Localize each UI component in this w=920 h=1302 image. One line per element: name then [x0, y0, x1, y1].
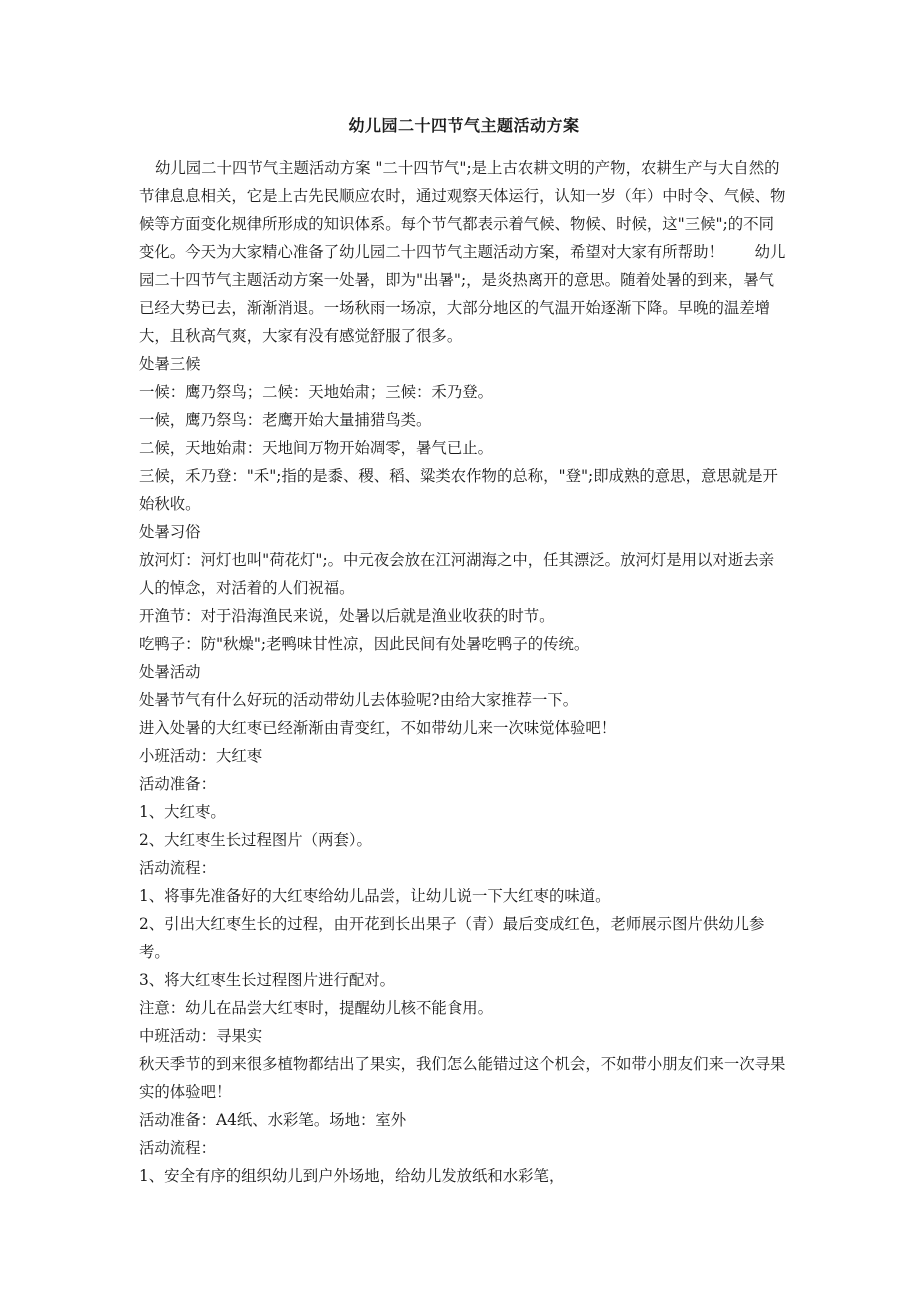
heading-chushu-sanhou: 处暑三候: [139, 355, 201, 373]
document-page: [139, 114, 789, 1190]
list-item: 1、大红枣。: [139, 803, 226, 821]
paragraph: 活动流程：: [139, 1139, 216, 1157]
list-item: 2、引出大红枣生长的过程，由开花到长出果子（青）最后变成红色，老师展示图片供幼儿参考。: [139, 915, 765, 961]
paragraph: 开渔节：对于沿海渔民来说，处暑以后就是渔业收获的时节。: [139, 607, 555, 625]
paragraph: 吃鸭子：防"秋燥";老鸭味甘性凉，因此民间有处暑吃鸭子的传统。: [139, 635, 590, 653]
paragraph: 一候，鹰乃祭鸟：老鹰开始大量捕猎鸟类。: [139, 411, 432, 429]
list-item: 1、将事先准备好的大红枣给幼儿品尝，让幼儿说一下大红枣的味道。: [139, 887, 611, 905]
list-item: 1、安全有序的组织幼儿到户外场地，给幼儿发放纸和水彩笔，: [139, 1167, 565, 1185]
document-body: [139, 154, 789, 1190]
paragraph: 活动流程：: [139, 859, 216, 877]
heading-zhongban-huodong: 中班活动：寻果实: [139, 1027, 263, 1045]
list-item: 2、大红枣生长过程图片（两套）。: [139, 831, 372, 849]
paragraph-intro: 幼儿园二十四节气主题活动方案 "二十四节气";是上古农耕文明的产物，农耕生产与大自然的节律息息相关，它是上古先民顺应农时，通过观察天体运行，认知一岁（年）中时令、气候、物候等方面变化规律所形成的知识体系。每个节气都表示着气候、物候、时候，这"三候";的不同变化。今天为大家精心准备了幼儿园二十四节气主题活动方案，希望对大家有所帮助！ 幼儿园二十四节气主题活动方案一处暑，即为"出暑";，是炎热离开的意思。随着处暑的到来，暑气已经大势已去，渐渐消退。一场秋雨一场凉，大部分地区的气温开始逐渐下降。早晚的温差增大，且秋高气爽，大家有没有感觉舒服了很多。: [139, 159, 786, 345]
document-title: 幼儿园二十四节气主题活动方案: [348, 116, 580, 135]
paragraph: 注意：幼儿在品尝大红枣时，提醒幼儿核不能食用。: [139, 999, 493, 1017]
paragraph: 三候，禾乃登："禾";指的是黍、稷、稻、粱类农作物的总称，"登";即成熟的意思，意思就是开始秋收。: [139, 467, 778, 513]
paragraph: 二候，天地始肃：天地间万物开始凋零，暑气已止。: [139, 439, 493, 457]
list-item: 3、将大红枣生长过程图片进行配对。: [139, 971, 396, 989]
paragraph: 进入处暑的大红枣已经渐渐由青变红，不如带幼儿来一次味觉体验吧！: [139, 719, 617, 737]
paragraph: 活动准备：A4纸、水彩笔。场地：室外: [139, 1111, 407, 1129]
paragraph: 一候：鹰乃祭鸟；二候：天地始肃；三候：禾乃登。: [139, 383, 493, 401]
heading-xiaoban-huodong: 小班活动：大红枣: [139, 747, 263, 765]
paragraph: 秋天季节的到来很多植物都结出了果实，我们怎么能错过这个机会，不如带小朋友们来一次寻果实的体验吧！: [139, 1055, 786, 1101]
heading-chushu-huodong: 处暑活动: [139, 663, 201, 681]
paragraph: 处暑节气有什么好玩的活动带幼儿去体验呢?由给大家推荐一下。: [139, 691, 579, 709]
paragraph: 活动准备：: [139, 775, 216, 793]
paragraph: 放河灯：河灯也叫"荷花灯";。中元夜会放在江河湖海之中，任其漂泛。放河灯是用以对逝去亲人的悼念，对活着的人们祝福。: [139, 551, 774, 597]
heading-chushu-xisu: 处暑习俗: [139, 523, 201, 541]
